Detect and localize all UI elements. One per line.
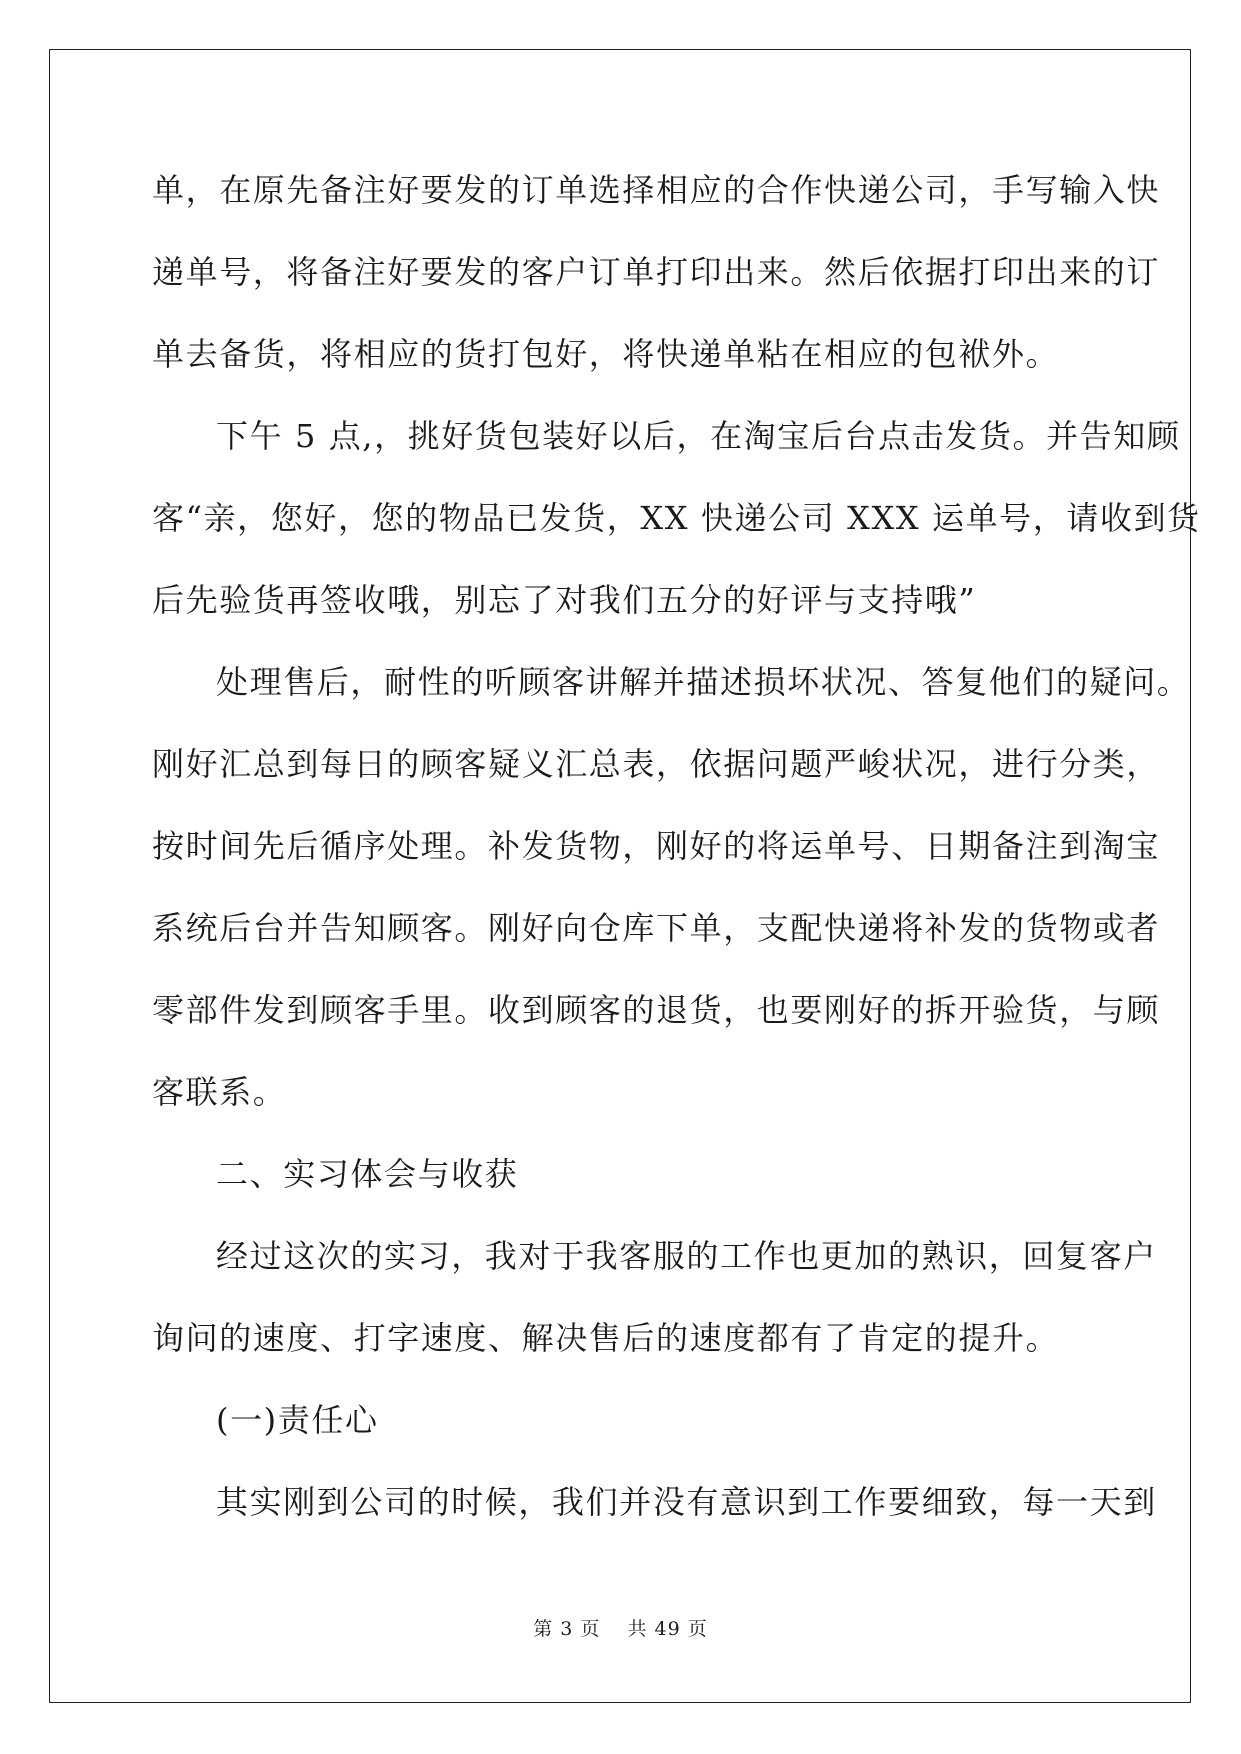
text-line: 经过这次的实习，我对于我客服的工作也更加的熟识，回复客户 (216, 1237, 1157, 1275)
text-line: 单，在原先备注好要发的订单选择相应的合作快递公司，手写输入快 (152, 171, 1161, 209)
text-line: 系统后台并告知顾客。刚好向仓库下单，支配快递将补发的货物或者 (152, 909, 1161, 947)
page-total: 共 49 页 (627, 1618, 708, 1640)
text-line: 其实刚到公司的时候，我们并没有意识到工作要细致，每一天到 (216, 1483, 1157, 1521)
section-heading: 二、实习体会与收获 (216, 1155, 519, 1193)
text-line: 处理售后，耐性的听顾客讲解并描述损坏状况、答复他们的疑问。 (216, 663, 1191, 701)
text-line: 后先验货再签收哦，别忘了对我们五分的好评与支持哦” (152, 581, 977, 619)
text-line: 递单号，将备注好要发的客户订单打印出来。然后依据打印出来的订 (152, 253, 1161, 291)
page-footer (0, 1614, 1241, 1641)
document-body (152, 160, 1201, 1554)
text-line: 询问的速度、打字速度、解决售后的速度都有了肯定的提升。 (152, 1319, 1060, 1357)
text-line: 刚好汇总到每日的顾客疑义汇总表，依据问题严峻状况，进行分类， (152, 745, 1161, 783)
page-number: 第 3 页 (533, 1618, 601, 1640)
text-line: 单去备货，将相应的货打包好，将快递单粘在相应的包袱外。 (152, 335, 1060, 373)
text-line: 按时间先后循序处理。补发货物，刚好的将运单号、日期备注到淘宝 (152, 827, 1161, 865)
text-line: 零部件发到顾客手里。收到顾客的退货，也要刚好的拆开验货，与顾 (152, 991, 1161, 1029)
subsection-heading: (一)责任心 (216, 1401, 379, 1439)
text-line: 下午 5 点,，挑好货包装好以后，在淘宝后台点击发货。并告知顾 (216, 417, 1181, 455)
text-line: 客联系。 (152, 1073, 287, 1111)
text-line: 客“亲，您好，您的物品已发货，XX 快递公司 XXX 运单号，请收到货 (152, 499, 1201, 537)
